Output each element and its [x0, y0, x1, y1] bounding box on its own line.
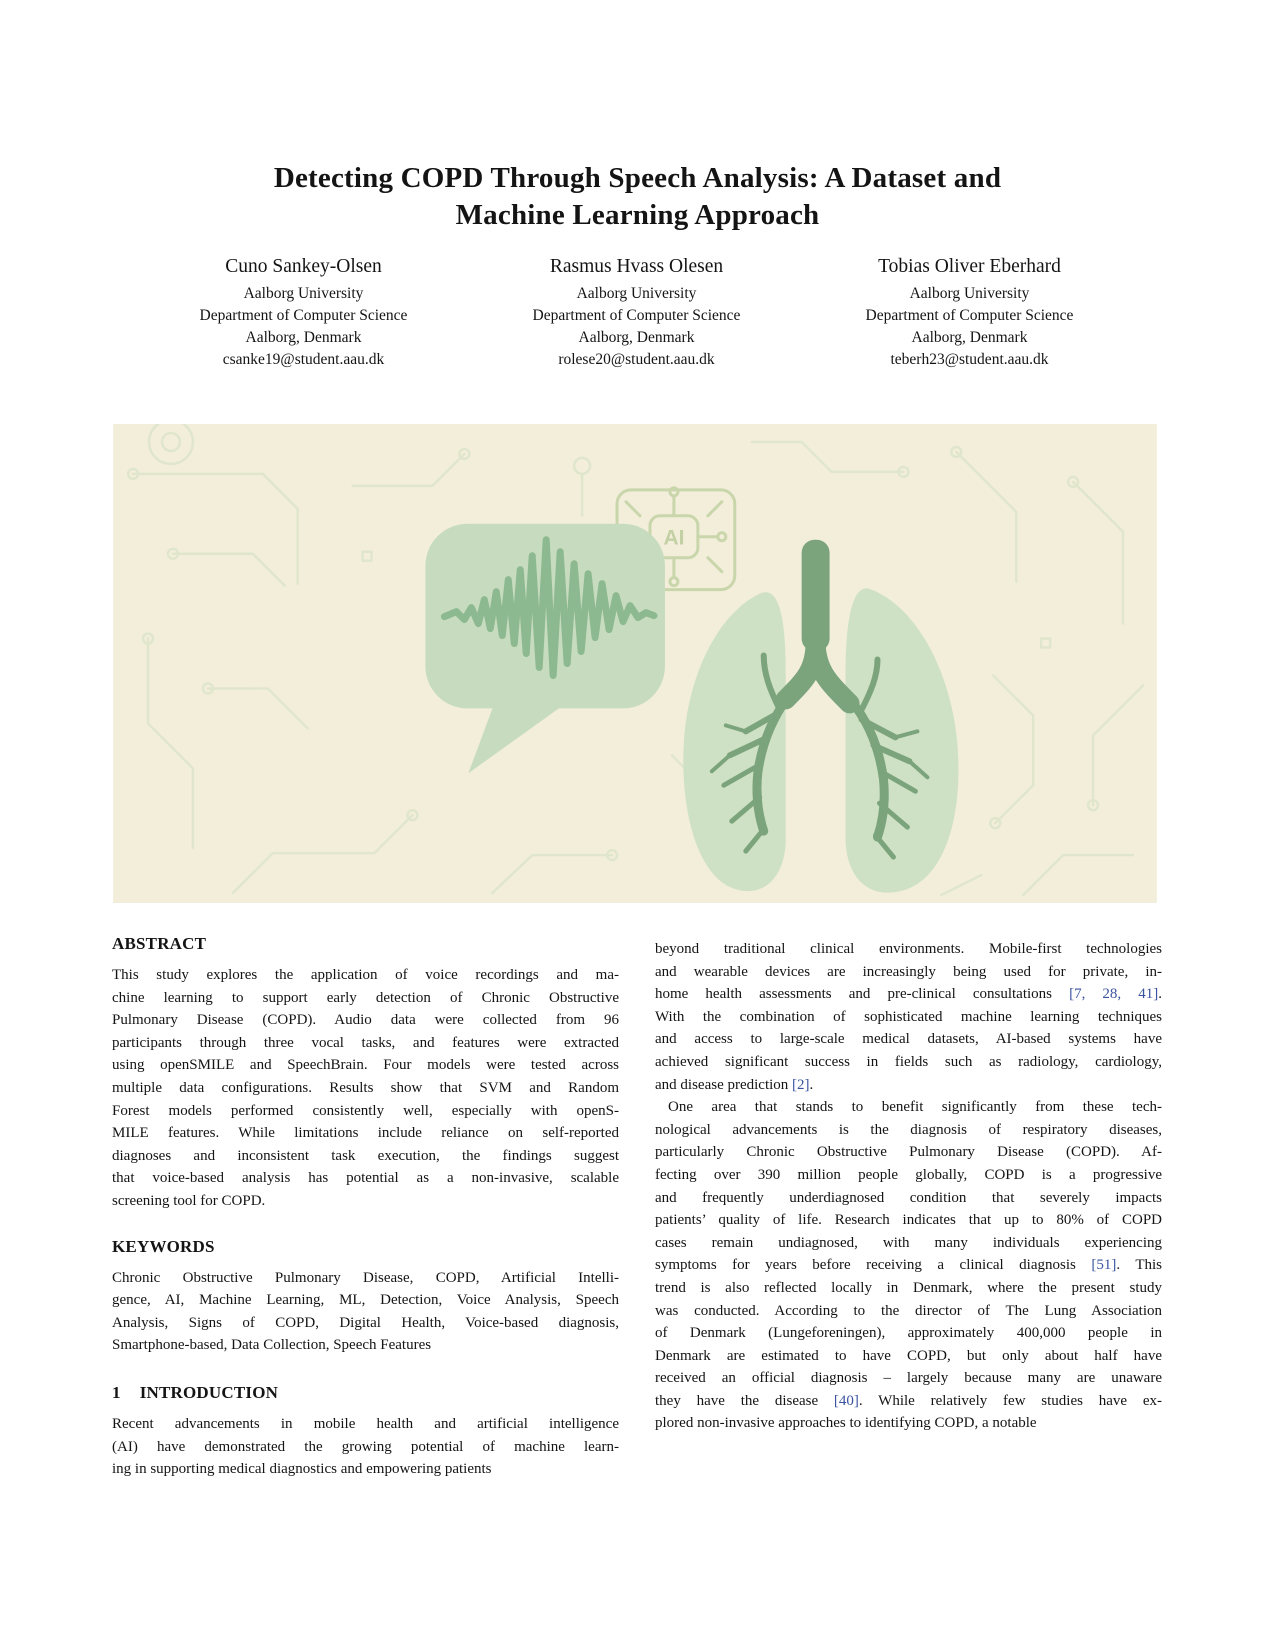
keywords-section — [112, 1237, 619, 1357]
text-line: Chronic Obstructive Pulmonary Disease, COPD, Artificial Intelli- — [112, 1269, 619, 1286]
author-location: Aalborg, Denmark — [578, 329, 695, 346]
introduction-section — [112, 1383, 619, 1481]
text-line: gence, AI, Machine Learning, ML, Detection, Voice Analysis, Speech — [112, 1292, 619, 1309]
right-column-text — [655, 938, 1162, 1435]
text-line: of Denmark (Lungeforeningen), approximately 400,000 people in — [655, 1325, 1162, 1342]
text-line: using openSMILE and SpeechBrain. Four models were tested across — [112, 1057, 619, 1074]
author-department: Department of Computer Science — [199, 307, 408, 324]
author-email: csanke19@student.aau.dk — [222, 351, 385, 368]
text-line: (AI) have demonstrated the growing potential of machine learn- — [112, 1438, 619, 1455]
text-line: participants through three vocal tasks, and features were extracted — [112, 1034, 619, 1051]
author-department: Department of Computer Science — [865, 307, 1074, 324]
paragraph — [112, 1413, 619, 1481]
title-line-1: Detecting COPD Through Speech Analysis: A Dataset and — [273, 162, 1002, 194]
section-number: 1 — [112, 1382, 121, 1402]
author-email: teberh23@student.aau.dk — [890, 351, 1049, 368]
text-line: screening tool for COPD. — [112, 1192, 266, 1209]
right-column — [655, 934, 1162, 1435]
abstract-heading: ABSTRACT — [112, 934, 207, 953]
text-line: multiple data configurations. Results show that SVM and Random — [112, 1079, 619, 1096]
text-line: and access to large-scale medical datasets, AI-based systems have — [655, 1031, 1162, 1048]
text-line: achieved significant success in fields such as radiology, cardiology, — [655, 1053, 1162, 1070]
abstract-section — [112, 934, 619, 1213]
text-line: ing in supporting medical diagnostics and empowering patients — [112, 1461, 492, 1478]
text-line: received an official diagnosis – largely because many are unaware — [655, 1370, 1162, 1387]
text-line: cases remain undiagnosed, with many individuals experiencing — [655, 1234, 1162, 1251]
text-line: diagnoses and inconsistent task execution, the findings suggest — [112, 1147, 619, 1164]
abstract-body — [112, 964, 619, 1213]
text-line: trend is also reflected locally in Denmark, where the present study — [655, 1279, 1162, 1296]
citation-ref[interactable]: [40] — [833, 1392, 859, 1409]
text-line: nological advancements is the diagnosis of respiratory diseases, — [655, 1121, 1162, 1138]
hero-illustration — [112, 424, 1158, 903]
text-line: This study explores the application of voice recordings and ma- — [112, 967, 619, 983]
text-line: and wearable devices are increasingly being used for private, in- — [655, 963, 1162, 980]
text-line: Analysis, Signs of COPD, Digital Health, Voice-based diagnosis, — [112, 1314, 619, 1331]
author-location: Aalborg, Denmark — [245, 329, 362, 346]
text-line: symptoms for years before receiving a clinical diagnosis [51]. This — [655, 1257, 1162, 1274]
paragraph — [112, 1267, 619, 1357]
text-line: Denmark are estimated to have COPD, but only about half have — [655, 1347, 1162, 1364]
text-line: patients’ quality of life. Research indicates that up to 80% of COPD — [655, 1212, 1162, 1229]
text-line: and disease prediction [2]. — [655, 1076, 814, 1093]
text-line: plored non-invasive approaches to identifying COPD, a notable — [655, 1415, 1037, 1432]
author-block-3 — [803, 253, 1136, 371]
keywords-body — [112, 1267, 619, 1357]
paragraph — [112, 964, 619, 1213]
text-line: particularly Chronic Obstructive Pulmonary Disease (COPD). Af- — [655, 1144, 1162, 1161]
author-block-1 — [137, 253, 470, 371]
text-line: that voice-based analysis has potential as a non-invasive, scalable — [112, 1170, 619, 1187]
text-line: beyond traditional clinical environments. Mobile-first technologies — [655, 941, 1162, 957]
svg-text:AI: AI — [663, 526, 685, 550]
author-affiliation: Aalborg University — [909, 285, 1030, 302]
title-line-2: Machine Learning Approach — [455, 199, 820, 231]
citation-ref[interactable]: [2] — [792, 1076, 810, 1093]
text-line: they have the disease [40]. While relatively few studies have ex- — [655, 1392, 1163, 1409]
author-name: Rasmus Hvass Olesen — [549, 256, 724, 277]
author-department: Department of Computer Science — [532, 307, 741, 324]
author-affiliation: Aalborg University — [243, 285, 364, 302]
text-line: Recent advancements in mobile health and artificial intelligence — [112, 1415, 619, 1432]
introduction-heading — [112, 1383, 619, 1403]
text-line: Pulmonary Disease (COPD). Audio data were collected from 96 — [112, 1012, 619, 1029]
author-affiliation: Aalborg University — [576, 285, 697, 302]
citation-ref[interactable]: [51] — [1091, 1257, 1117, 1274]
paper-title — [0, 160, 1275, 234]
paragraph — [655, 1096, 1162, 1435]
authors-block — [137, 253, 1137, 371]
section-title: INTRODUCTION — [139, 1382, 279, 1402]
left-column — [112, 934, 619, 1481]
text-line: With the combination of sophisticated machine learning techniques — [655, 1008, 1162, 1025]
author-name: Cuno Sankey-Olsen — [225, 256, 382, 277]
author-location: Aalborg, Denmark — [911, 329, 1028, 346]
text-line: MILE features. While limitations include reliance on self-reported — [112, 1125, 619, 1142]
author-block-2 — [470, 253, 803, 371]
text-line: home health assessments and pre-clinical consultations [7, 28, 41]. — [655, 986, 1162, 1003]
text-line: and frequently underdiagnosed condition that severely impacts — [655, 1189, 1162, 1206]
text-line: was conducted. According to the director of The Lung Association — [655, 1302, 1162, 1319]
text-line: chine learning to support early detection of Chronic Obstructive — [112, 989, 619, 1006]
text-line: Forest models performed consistently well, especially with openS- — [112, 1102, 619, 1119]
text-line: Smartphone-based, Data Collection, Speech Features — [112, 1337, 432, 1354]
paragraph — [655, 938, 1162, 1096]
citation-ref[interactable]: [7, 28, 41] — [1069, 986, 1159, 1003]
text-line: One area that stands to benefit significantly from these tech- — [668, 1099, 1162, 1116]
keywords-heading: KEYWORDS — [112, 1236, 215, 1256]
author-name: Tobias Oliver Eberhard — [878, 256, 1061, 277]
text-line: fecting over 390 million people globally, COPD is a progressive — [655, 1166, 1162, 1183]
author-email: rolese20@student.aau.dk — [558, 351, 715, 368]
introduction-body — [112, 1413, 619, 1481]
